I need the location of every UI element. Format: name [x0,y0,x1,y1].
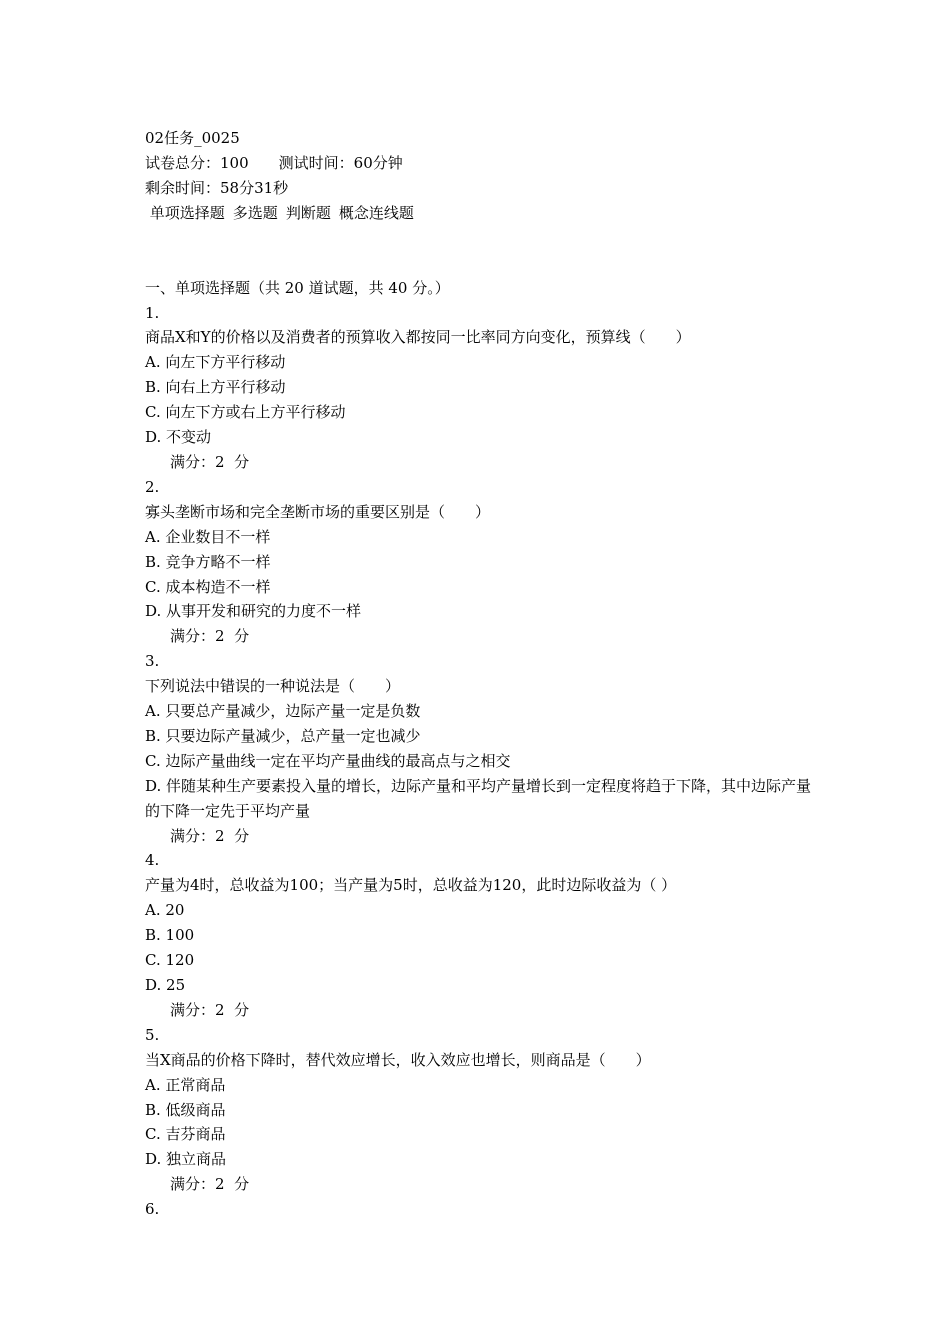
answer-option[interactable]: C. 向左下方或右上方平行移动 [145,403,346,422]
answer-option[interactable]: D. 独立商品 [145,1150,227,1169]
question-number: 6. [145,1200,160,1219]
tab-concept-matching[interactable]: 概念连线题 [338,203,414,222]
score-time-line [145,151,825,176]
answer-option[interactable]: D. 不变动 [145,428,212,447]
question-score: 满分：2 分 [170,452,250,471]
answer-option[interactable]: B. 100 [145,926,195,945]
question-type-tabs [145,201,825,226]
tab-single-choice[interactable]: 单项选择题 [149,203,225,222]
question-number: 5. [145,1025,160,1044]
answer-option[interactable]: C. 成本构造不一样 [145,577,271,596]
page-title: 02任务_0025 [145,129,240,147]
question-list [145,301,825,1198]
question-number: 4. [145,851,160,870]
question-stem: 产量为4时，总收益为100；当产量为5时，总收益为120，此时边际收益为（ ） [145,876,677,895]
test-time: 测试时间：60分钟 [278,153,403,172]
tab-multiple-choice[interactable]: 多选题 [232,203,278,222]
answer-option[interactable]: D. 伴随某种生产要素投入量的增长，边际产量和平均产量增长到一定程度将趋于下降，其中边际产量的下降一定先于平均产量 [145,776,812,820]
exam-page [145,126,825,1222]
question-stem: 寡头垄断市场和完全垄断市场的重要区别是（ ） [145,502,491,521]
remaining-time: 剩余时间：58分31秒 [145,178,289,197]
question-stem: 商品X和Y的价格以及消费者的预算收入都按同一比率同方向变化，预算线（ ） [145,328,691,347]
question-block [145,1023,825,1197]
answer-option[interactable]: D. 从事开发和研究的力度不一样 [145,602,362,621]
answer-option[interactable]: A. 向左下方平行移动 [145,353,286,372]
answer-option[interactable]: C. 120 [145,951,195,970]
question-block [145,848,825,1022]
answer-option[interactable]: A. 正常商品 [145,1075,226,1094]
question-block [145,475,825,649]
answer-option[interactable]: C. 吉芬商品 [145,1125,226,1144]
answer-option[interactable]: B. 只要边际产量减少，总产量一定也减少 [145,726,421,745]
question-stem: 下列说法中错误的一种说法是（ ） [145,677,401,696]
answer-option[interactable]: A. 企业数目不一样 [145,527,271,546]
question-score: 满分：2 分 [170,1175,250,1194]
question-score: 满分：2 分 [170,1000,250,1019]
spacer [145,226,825,276]
answer-option[interactable]: A. 20 [145,901,185,920]
question-number: 1. [145,303,160,322]
question-score: 满分：2 分 [170,826,250,845]
answer-option[interactable]: B. 竞争方略不一样 [145,552,271,571]
question-block [145,301,825,475]
section-title: 一、单项选择题（共 20 道试题，共 40 分。） [145,278,450,297]
question-score: 满分：2 分 [170,627,250,646]
question-stem: 当X商品的价格下降时，替代效应增长，收入效应也增长，则商品是（ ） [145,1050,651,1069]
answer-option[interactable]: D. 25 [145,976,186,994]
tab-true-false[interactable]: 判断题 [285,203,331,222]
question-number: 2. [145,477,160,496]
answer-option[interactable]: B. 向右上方平行移动 [145,378,286,397]
answer-option[interactable]: C. 边际产量曲线一定在平均产量曲线的最高点与之相交 [145,751,511,770]
total-score: 试卷总分：100 [145,153,249,172]
answer-option[interactable]: A. 只要总产量减少，边际产量一定是负数 [145,702,421,721]
answer-option[interactable]: B. 低级商品 [145,1100,226,1119]
question-number: 3. [145,652,160,671]
question-block [145,649,825,848]
